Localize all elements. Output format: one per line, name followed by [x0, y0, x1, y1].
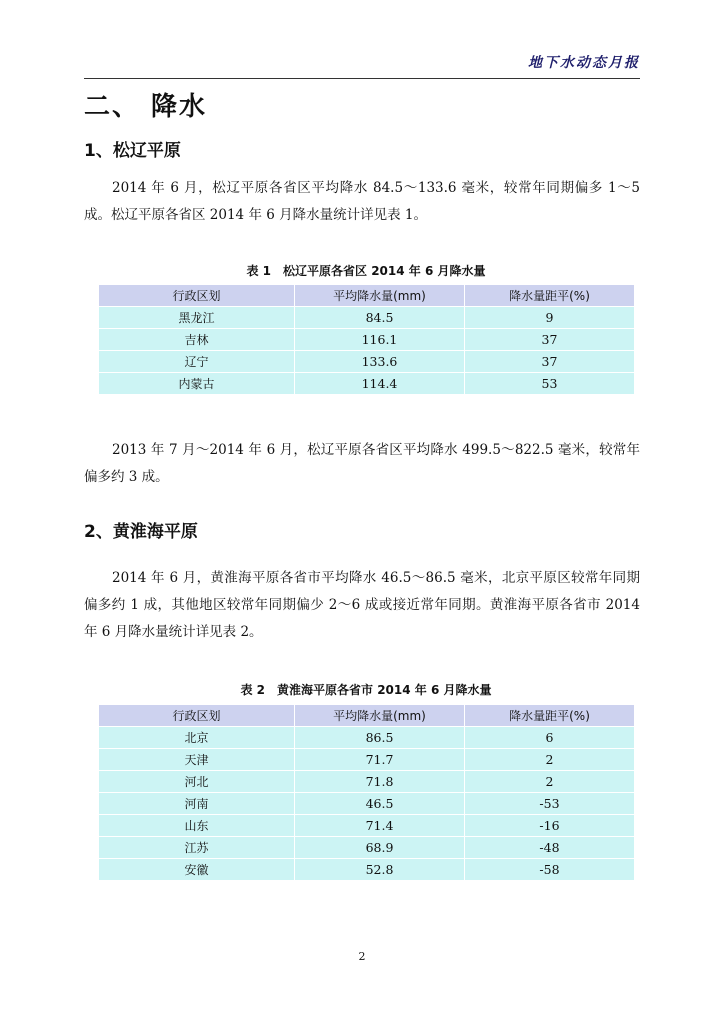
table-1 [98, 284, 635, 395]
precip-cell: 68.9 [295, 837, 465, 859]
column-header: 平均降水量(mm) [295, 705, 465, 727]
running-header: 地下水动态月报 [528, 55, 640, 71]
precip-cell: 71.4 [295, 815, 465, 837]
column-header: 降水量距平(%) [465, 705, 635, 727]
column-header: 行政区划 [99, 705, 295, 727]
table-header-row [99, 705, 635, 727]
anomaly-cell: 37 [465, 351, 635, 373]
precip-cell: 84.5 [295, 307, 465, 329]
region-cell: 安徽 [99, 859, 295, 881]
anomaly-cell: -16 [465, 815, 635, 837]
anomaly-cell: -53 [465, 793, 635, 815]
precip-cell: 46.5 [295, 793, 465, 815]
anomaly-cell: 9 [465, 307, 635, 329]
region-cell: 辽宁 [99, 351, 295, 373]
anomaly-cell: -48 [465, 837, 635, 859]
table-row [99, 771, 635, 793]
precip-cell: 71.7 [295, 749, 465, 771]
paragraph-1: 2014 年 6 月，松辽平原各省区平均降水 84.5～133.6 毫米，较常年同期偏多 1～5 成。松辽平原各省区 2014 年 6 月降水量统计详见表 1。 [84, 180, 640, 223]
anomaly-cell: 2 [465, 771, 635, 793]
paragraph-2: 2013 年 7 月～2014 年 6 月，松辽平原各省区平均降水 499.5～822.5 毫米，较常年偏多约 3 成。 [84, 442, 640, 485]
table-2-caption: 表 2 黄淮海平原各省市 2014 年 6 月降水量 [240, 683, 492, 697]
anomaly-cell: 37 [465, 329, 635, 351]
region-cell: 天津 [99, 749, 295, 771]
table-row [99, 373, 635, 395]
column-header: 降水量距平(%) [465, 285, 635, 307]
region-cell: 内蒙古 [99, 373, 295, 395]
paragraph-3: 2014 年 6 月，黄淮海平原各省市平均降水 46.5～86.5 毫米，北京平原区较常年同期偏多约 1 成，其他地区较常年同期偏少 2～6 成或接近常年同期。黄淮海平原各省市 2014 年 6 月降水量统计详见表 2。 [84, 570, 640, 640]
table-row [99, 727, 635, 749]
table-row [99, 859, 635, 881]
table-row [99, 749, 635, 771]
section-title: 二、 降水 [84, 92, 208, 122]
region-cell: 山东 [99, 815, 295, 837]
precip-cell: 52.8 [295, 859, 465, 881]
region-cell: 河北 [99, 771, 295, 793]
column-header: 行政区划 [99, 285, 295, 307]
table-row [99, 307, 635, 329]
region-cell: 吉林 [99, 329, 295, 351]
anomaly-cell: 6 [465, 727, 635, 749]
subsection-title-1: 1、松辽平原 [84, 141, 181, 161]
header-rule [84, 78, 640, 79]
column-header: 平均降水量(mm) [295, 285, 465, 307]
region-cell: 北京 [99, 727, 295, 749]
table-1-caption: 表 1 松辽平原各省区 2014 年 6 月降水量 [246, 264, 486, 278]
precip-cell: 114.4 [295, 373, 465, 395]
table-row [99, 351, 635, 373]
anomaly-cell: 53 [465, 373, 635, 395]
precip-cell: 116.1 [295, 329, 465, 351]
table-row [99, 793, 635, 815]
table-2 [98, 704, 635, 881]
subsection-title-2: 2、黄淮海平原 [84, 522, 198, 542]
table-row [99, 837, 635, 859]
anomaly-cell: -58 [465, 859, 635, 881]
page-number: 2 [358, 950, 366, 963]
region-cell: 河南 [99, 793, 295, 815]
anomaly-cell: 2 [465, 749, 635, 771]
region-cell: 江苏 [99, 837, 295, 859]
table-header-row [99, 285, 635, 307]
precip-cell: 86.5 [295, 727, 465, 749]
precip-cell: 71.8 [295, 771, 465, 793]
precip-cell: 133.6 [295, 351, 465, 373]
table-row [99, 329, 635, 351]
region-cell: 黑龙江 [99, 307, 295, 329]
table-row [99, 815, 635, 837]
